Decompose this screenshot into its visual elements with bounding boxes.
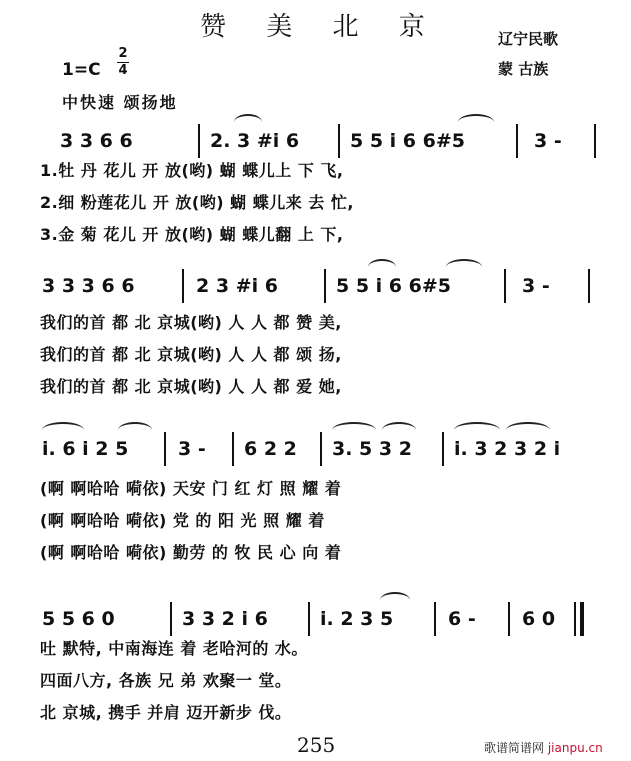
- measure: 3 -: [534, 130, 562, 152]
- time-signature: [116, 46, 130, 79]
- page-number: 255: [297, 733, 336, 757]
- song-title: 赞 美 北 京: [200, 12, 441, 42]
- measure: 3 -: [178, 438, 206, 460]
- watermark-text: 歌谱简谱网: [484, 741, 545, 755]
- lyric-line: 1.牡 丹 花儿 开 放(哟) 蝴 蝶儿上 下 飞,: [40, 161, 344, 180]
- measure: 3 3 6 6: [60, 130, 133, 152]
- lyric-line: 北 京城, 携手 并肩 迈开新步 伐。: [40, 703, 292, 722]
- measure: 6 2 2: [244, 438, 297, 460]
- watermark-url: jianpu.cn: [547, 741, 603, 755]
- lyric-line: (啊 啊哈哈 嗬依) 党 的 阳 光 照 耀 着: [40, 511, 325, 530]
- measure: 2. 3 #i 6: [210, 130, 300, 152]
- measure: i. 6 i 2 5: [42, 438, 129, 460]
- measure: 6 -: [448, 608, 476, 630]
- song-ethnicity: 蒙 古族: [498, 60, 549, 78]
- lyric-line: (啊 啊哈哈 嗬依) 天安 门 红 灯 照 耀 着: [40, 479, 342, 498]
- measure: 5 5 i 6 6#5: [350, 130, 465, 152]
- notation-line-2: [38, 265, 598, 309]
- measure: 3. 5 3 2: [332, 438, 412, 460]
- tempo-marking: 中快速 颂扬地: [62, 93, 178, 112]
- measure: 2 3 #i 6: [196, 275, 278, 297]
- lyric-line: 2.细 粉莲花儿 开 放(哟) 蝴 蝶儿来 去 忙,: [40, 193, 354, 212]
- lyric-line: 吐 默特, 中南海连 着 老哈河的 水。: [40, 639, 308, 658]
- measure: 5 5 6 0: [42, 608, 115, 630]
- measure: 6 0: [522, 608, 556, 630]
- measure: 3 3 3 6 6: [42, 275, 135, 297]
- lyric-line: 我们的首 都 北 京城(哟) 人 人 都 爱 她,: [40, 377, 342, 396]
- song-origin: 辽宁民歌: [498, 30, 559, 48]
- measure: 3 -: [522, 275, 550, 297]
- lyric-line: 我们的首 都 北 京城(哟) 人 人 都 颂 扬,: [40, 345, 342, 364]
- measure: i. 3 2 3 2 i: [454, 438, 561, 460]
- notation-line-3: [38, 428, 598, 472]
- time-signature-bottom: 4: [118, 63, 128, 78]
- measure: 3 3 2 i 6: [182, 608, 268, 630]
- key-signature: 1=C: [62, 60, 101, 80]
- lyric-line: (啊 啊哈哈 嗬依) 勤劳 的 牧 民 心 向 着: [40, 543, 342, 562]
- measure: i. 2 3 5: [320, 608, 394, 630]
- lyric-line: 3.金 菊 花儿 开 放(哟) 蝴 蝶儿翻 上 下,: [40, 225, 344, 244]
- lyric-line: 四面八方, 各族 兄 弟 欢聚一 堂。: [40, 671, 292, 690]
- lyric-line: 我们的首 都 北 京城(哟) 人 人 都 赞 美,: [40, 313, 342, 332]
- time-signature-top: 2: [118, 46, 128, 61]
- site-watermark: [484, 739, 603, 756]
- measure: 5 5 i 6 6#5: [336, 275, 451, 297]
